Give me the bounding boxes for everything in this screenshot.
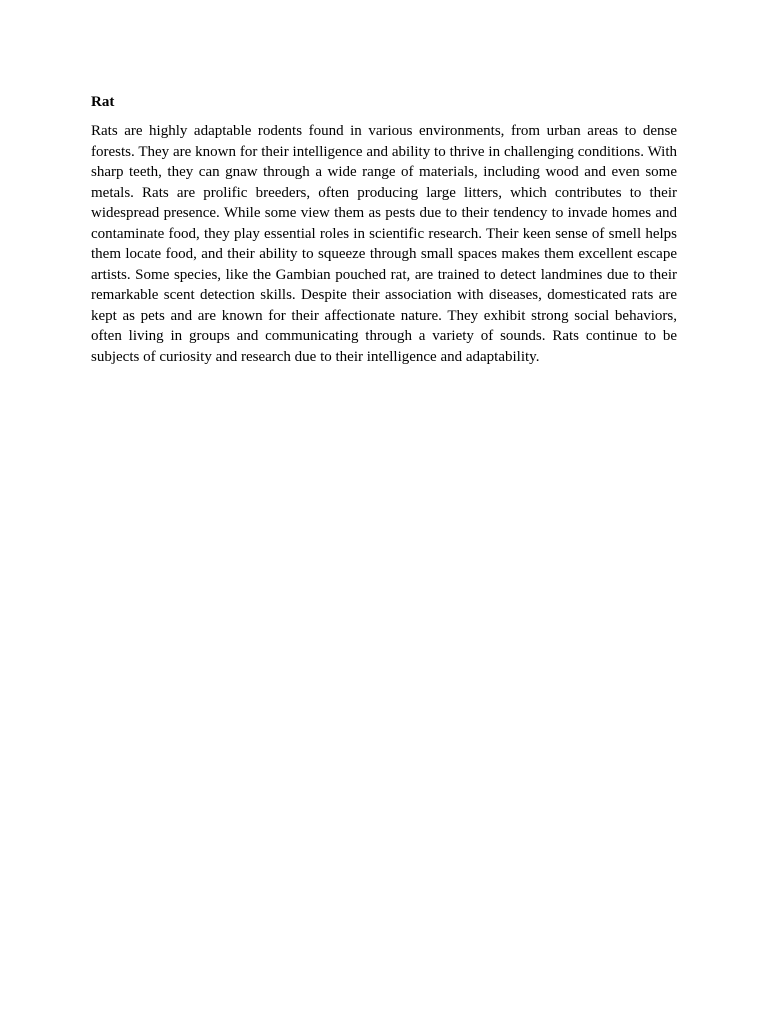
document-paragraph: Rats are highly adaptable rodents found in various environments, from urban areas to dense forests. They are known for their intelligence and ability to thrive in challenging conditions. With sharp teeth, they can gnaw through a wide range of materials, including wood and even some metals. Rats are prolific breeders, often producing large litters, which contributes to their widespread presence. While some view them as pests due to their tendency to invade homes and contaminate food, they play essential roles in scientific research. Their keen sense of smell helps them locate food, and their ability to squeeze through small spaces makes them excellent escape artists. Some species, like the Gambian pouched rat, are trained to detect landmines due to their remarkable scent detection skills. Despite their association with diseases, domesticated rats are kept as pets and are known for their affectionate nature. They exhibit strong social behaviors, often living in groups and communicating through a variety of sounds. Rats continue to be subjects of curiosity and research due to their intelligence and adaptability. bbox=[91, 123, 677, 365]
document-content bbox=[91, 92, 677, 367]
document-title: Rat bbox=[91, 94, 115, 110]
